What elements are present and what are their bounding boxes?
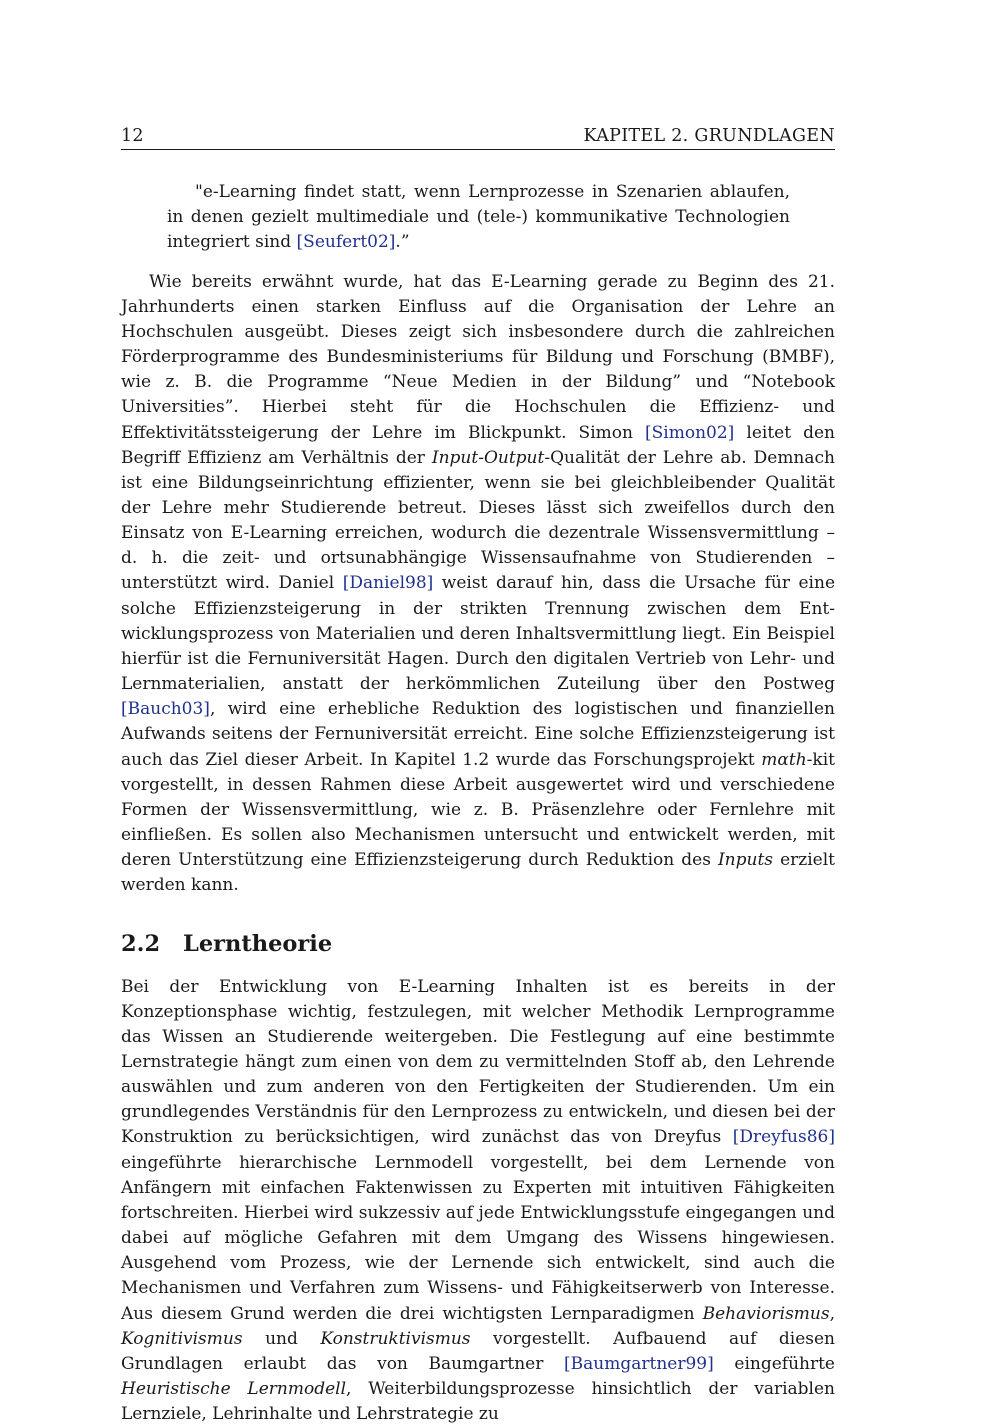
section-title: Lerntheorie <box>183 930 333 957</box>
text-run: -Qualität der Lehre ab. Demnach ist eine Bildungseinrichtung effizienter, wenn sie bei gleichbleibender Qualität der Lehre mehr Studierende betreut. Dieses lässt sich zweifellos durch den Einsatz von E-Learning erreichen, wodurch die dezentrale Wissensvermittlung – d. h. die zeit- und ortsunabhängige Wissensaufnahme von Studierenden – unterstützt wird. Daniel <box>121 447 835 594</box>
section-number: 2.2 <box>121 930 161 957</box>
citation-link[interactable]: [Dreyfus86] <box>732 1127 835 1148</box>
text-run: vorgestellt. Aufbauend auf diesen Grundlagen erlaubt das von Baumgartner <box>121 1328 835 1374</box>
page <box>121 126 835 1427</box>
quote-end: .” <box>395 232 410 253</box>
text-run: weist darauf hin, dass die Ursache für eine solche Effizienzsteigerung in der strikten Trennung zwischen dem Entwicklungsprozess von Materialien und deren Inhaltsvermittlung liegt. Ein Beispiel hierfür ist die Fernuniversität Hagen. Durch den digitalen Vertrieb von Lehr- und Lernmaterialien, anstatt der herkömmlichen Zuteilung über den Postweg <box>121 573 836 695</box>
paragraph-efficiency <box>121 270 835 899</box>
citation-link[interactable]: [Bauch03] <box>121 699 210 720</box>
page-number: 12 <box>121 126 144 146</box>
citation-link[interactable]: [Seufert02] <box>296 232 396 253</box>
text-run: , <box>829 1303 835 1324</box>
paragraph-learning-theory <box>121 975 835 1427</box>
text-run: , Weiterbildungsprozesse hinsichtlich der variablen Lernziele, Lehrinhalte und Lehrstrategie zu <box>121 1379 835 1425</box>
text-run: , wird eine erhebliche Reduktion des logistischen und finanziellen Aufwands seitens der Fernuniversität erreicht. Eine solche Effizienzsteigerung ist auch das Ziel dieser Arbeit. In Kapitel 1.2 wurde das Forschungsprojekt <box>121 699 835 770</box>
citation-link[interactable]: [Baumgartner99] <box>564 1353 714 1374</box>
text-run: erzielt werden kann. <box>121 850 835 896</box>
text-run: -kit vorgestellt, in dessen Rahmen diese Arbeit ausgewertet wird und verschiedene Formen der Wissensvermittlung, wie z. B. Präsenzlehre oder Fernlehre mit einfließen. Es sollen also Mechanismen untersucht und entwickelt werden, mit deren Unterstützung eine Effizienzsteigerung durch Reduktion des <box>121 749 835 871</box>
text-run: eingeführte <box>713 1353 835 1374</box>
text-run: leitet den Begriff Effizienz am Verhältnis der <box>121 422 836 468</box>
emphasis: Input-Output <box>431 447 545 468</box>
emphasis: Behaviorismus <box>702 1303 830 1324</box>
text-run: Wie bereits erwähnt wurde, hat das E-Learning gerade zu Beginn des 21. Jahrhunderts einen starken Einfluss auf die Organisation der Lehre an Hochschulen ausgeübt. Dieses zeigt sich insbesondere durch die zahlreichen Förderprogramme des Bundesministeriums für Bildung und Forschung (BMBF), wie z. B. die Programme “Neue Medien in der Bildung” und “Notebook Universities”. Hierbei steht für die Hochschulen die Effizienz- und Effektivitätssteigerung der Lehre im Blickpunkt. Simon <box>121 271 835 443</box>
text-run: Bei der Entwicklung von E-Learning Inhalten ist es bereits in der Konzeptionsphase wichtig, festzulegen, mit welcher Methodik Lernprogramme das Wissen an Studierende weitergeben. Die Festlegung auf eine bestimmte Lernstrategie hängt zum einen von dem zu vermittelnden Stoff ab, den Lehrende auswählen und zum anderen von den Fertigkeiten der Studierenden. Um ein grundlegendes Verständnis für den Lernprozess zu entwickeln, und diesen bei der Konstruktion zu berücksichtigen, wird zunächst das von Dreyfus <box>121 976 835 1148</box>
emphasis: Heuristische Lernmodell <box>121 1379 347 1400</box>
text-run: eingeführte hierarchische Lernmodell vorgestellt, bei dem Lernende von Anfängern mit einfachen Faktenwissen zu Experten mit intuitiven Fähigkeiten fortschreiten. Hierbei wird sukzessiv auf jede Entwicklungsstufe eingegangen und dabei auf mögliche Gefahren mit dem Umgang des Wissens hingewiesen. Ausgehend vom Prozess, wie der Lernende sich entwickelt, sind auch die Mechanismen und Verfahren zum Wissens- und Fähigkeitserwerb von Interesse. Aus diesem Grund werden die drei wichtigsten Lernparadigmen <box>121 1152 835 1324</box>
emphasis: mαth <box>761 749 807 770</box>
emphasis: Inputs <box>717 850 774 871</box>
section-heading <box>121 931 835 957</box>
running-header <box>121 126 835 150</box>
quote-text <box>167 180 790 256</box>
citation-link[interactable]: [Simon02] <box>645 422 735 443</box>
citation-link[interactable]: [Daniel98] <box>342 573 434 594</box>
block-quote <box>167 180 790 256</box>
quote-body: "e-Learning findet statt, wenn Lernprozesse in Szenarien ablaufen, in denen gezielt multimediale und (tele-) kommunikative Technologien integriert sind <box>167 182 790 253</box>
text-run: und <box>242 1328 321 1349</box>
chapter-title: KAPITEL 2. GRUNDLAGEN <box>583 126 835 146</box>
emphasis: Konstruktivismus <box>320 1328 471 1349</box>
emphasis: Kognitivismus <box>121 1328 243 1349</box>
